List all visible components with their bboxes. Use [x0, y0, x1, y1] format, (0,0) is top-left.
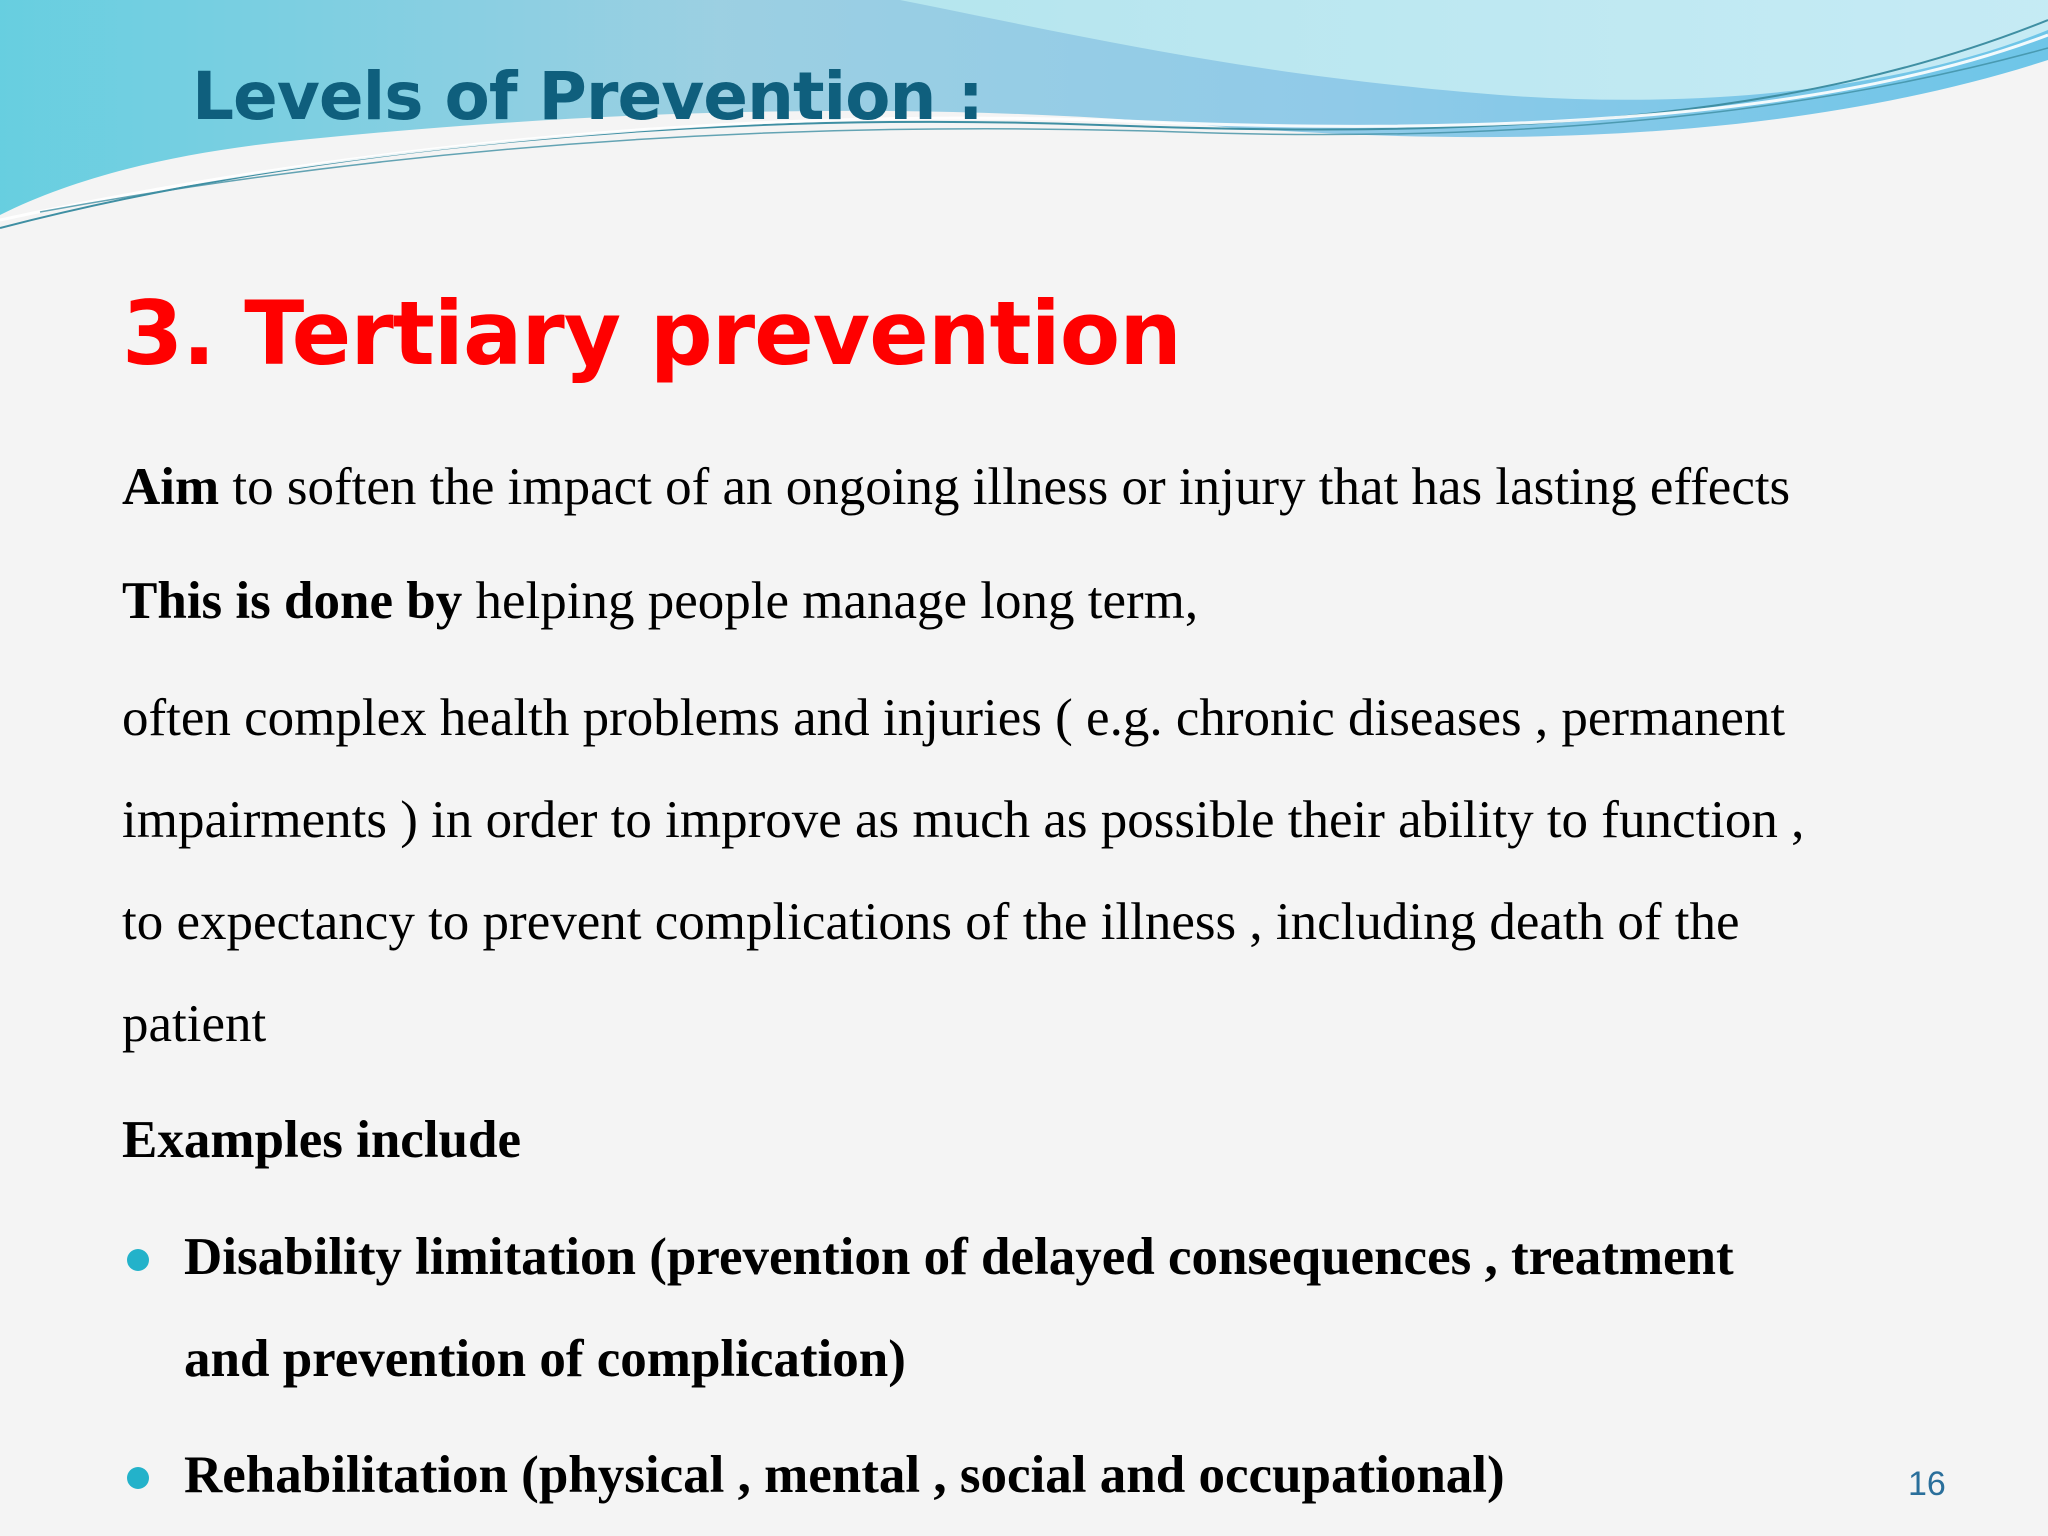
section-heading: 3. Tertiary prevention [122, 282, 1181, 385]
done-by-line [122, 571, 1198, 631]
examples-label: Examples include [122, 1111, 522, 1169]
bullet-item-disability-line-2: and prevention of complication) [184, 1330, 906, 1388]
slide-number: 16 [1908, 1465, 1946, 1503]
paragraph-line: impairments ) in order to improve as much as possible their ability to function , [122, 791, 1805, 849]
bullet-dot-icon [127, 1249, 149, 1271]
done-by-label: This is done by [122, 572, 463, 630]
aim-label: Aim [122, 458, 220, 516]
aim-text: to soften the impact of an ongoing illness or injury that has lasting effects [219, 458, 1791, 516]
bullet-item-disability-line-1: Disability limitation (prevention of delayed consequences , treatment [184, 1228, 1734, 1286]
paragraph-line: patient [122, 995, 267, 1053]
slide-title: Levels of Prevention : [192, 58, 983, 135]
paragraph-line: often complex health problems and injuries ( e.g. chronic diseases , permanent [122, 689, 1786, 747]
paragraph-line: to expectancy to prevent complications of the illness , including death of the [122, 893, 1740, 951]
done-by-text: helping people manage long term, [462, 572, 1199, 630]
bullet-item-rehabilitation: Rehabilitation (physical , mental , social and occupational) [184, 1446, 1505, 1504]
bullet-dot-icon [127, 1467, 149, 1489]
aim-line [122, 457, 1790, 517]
